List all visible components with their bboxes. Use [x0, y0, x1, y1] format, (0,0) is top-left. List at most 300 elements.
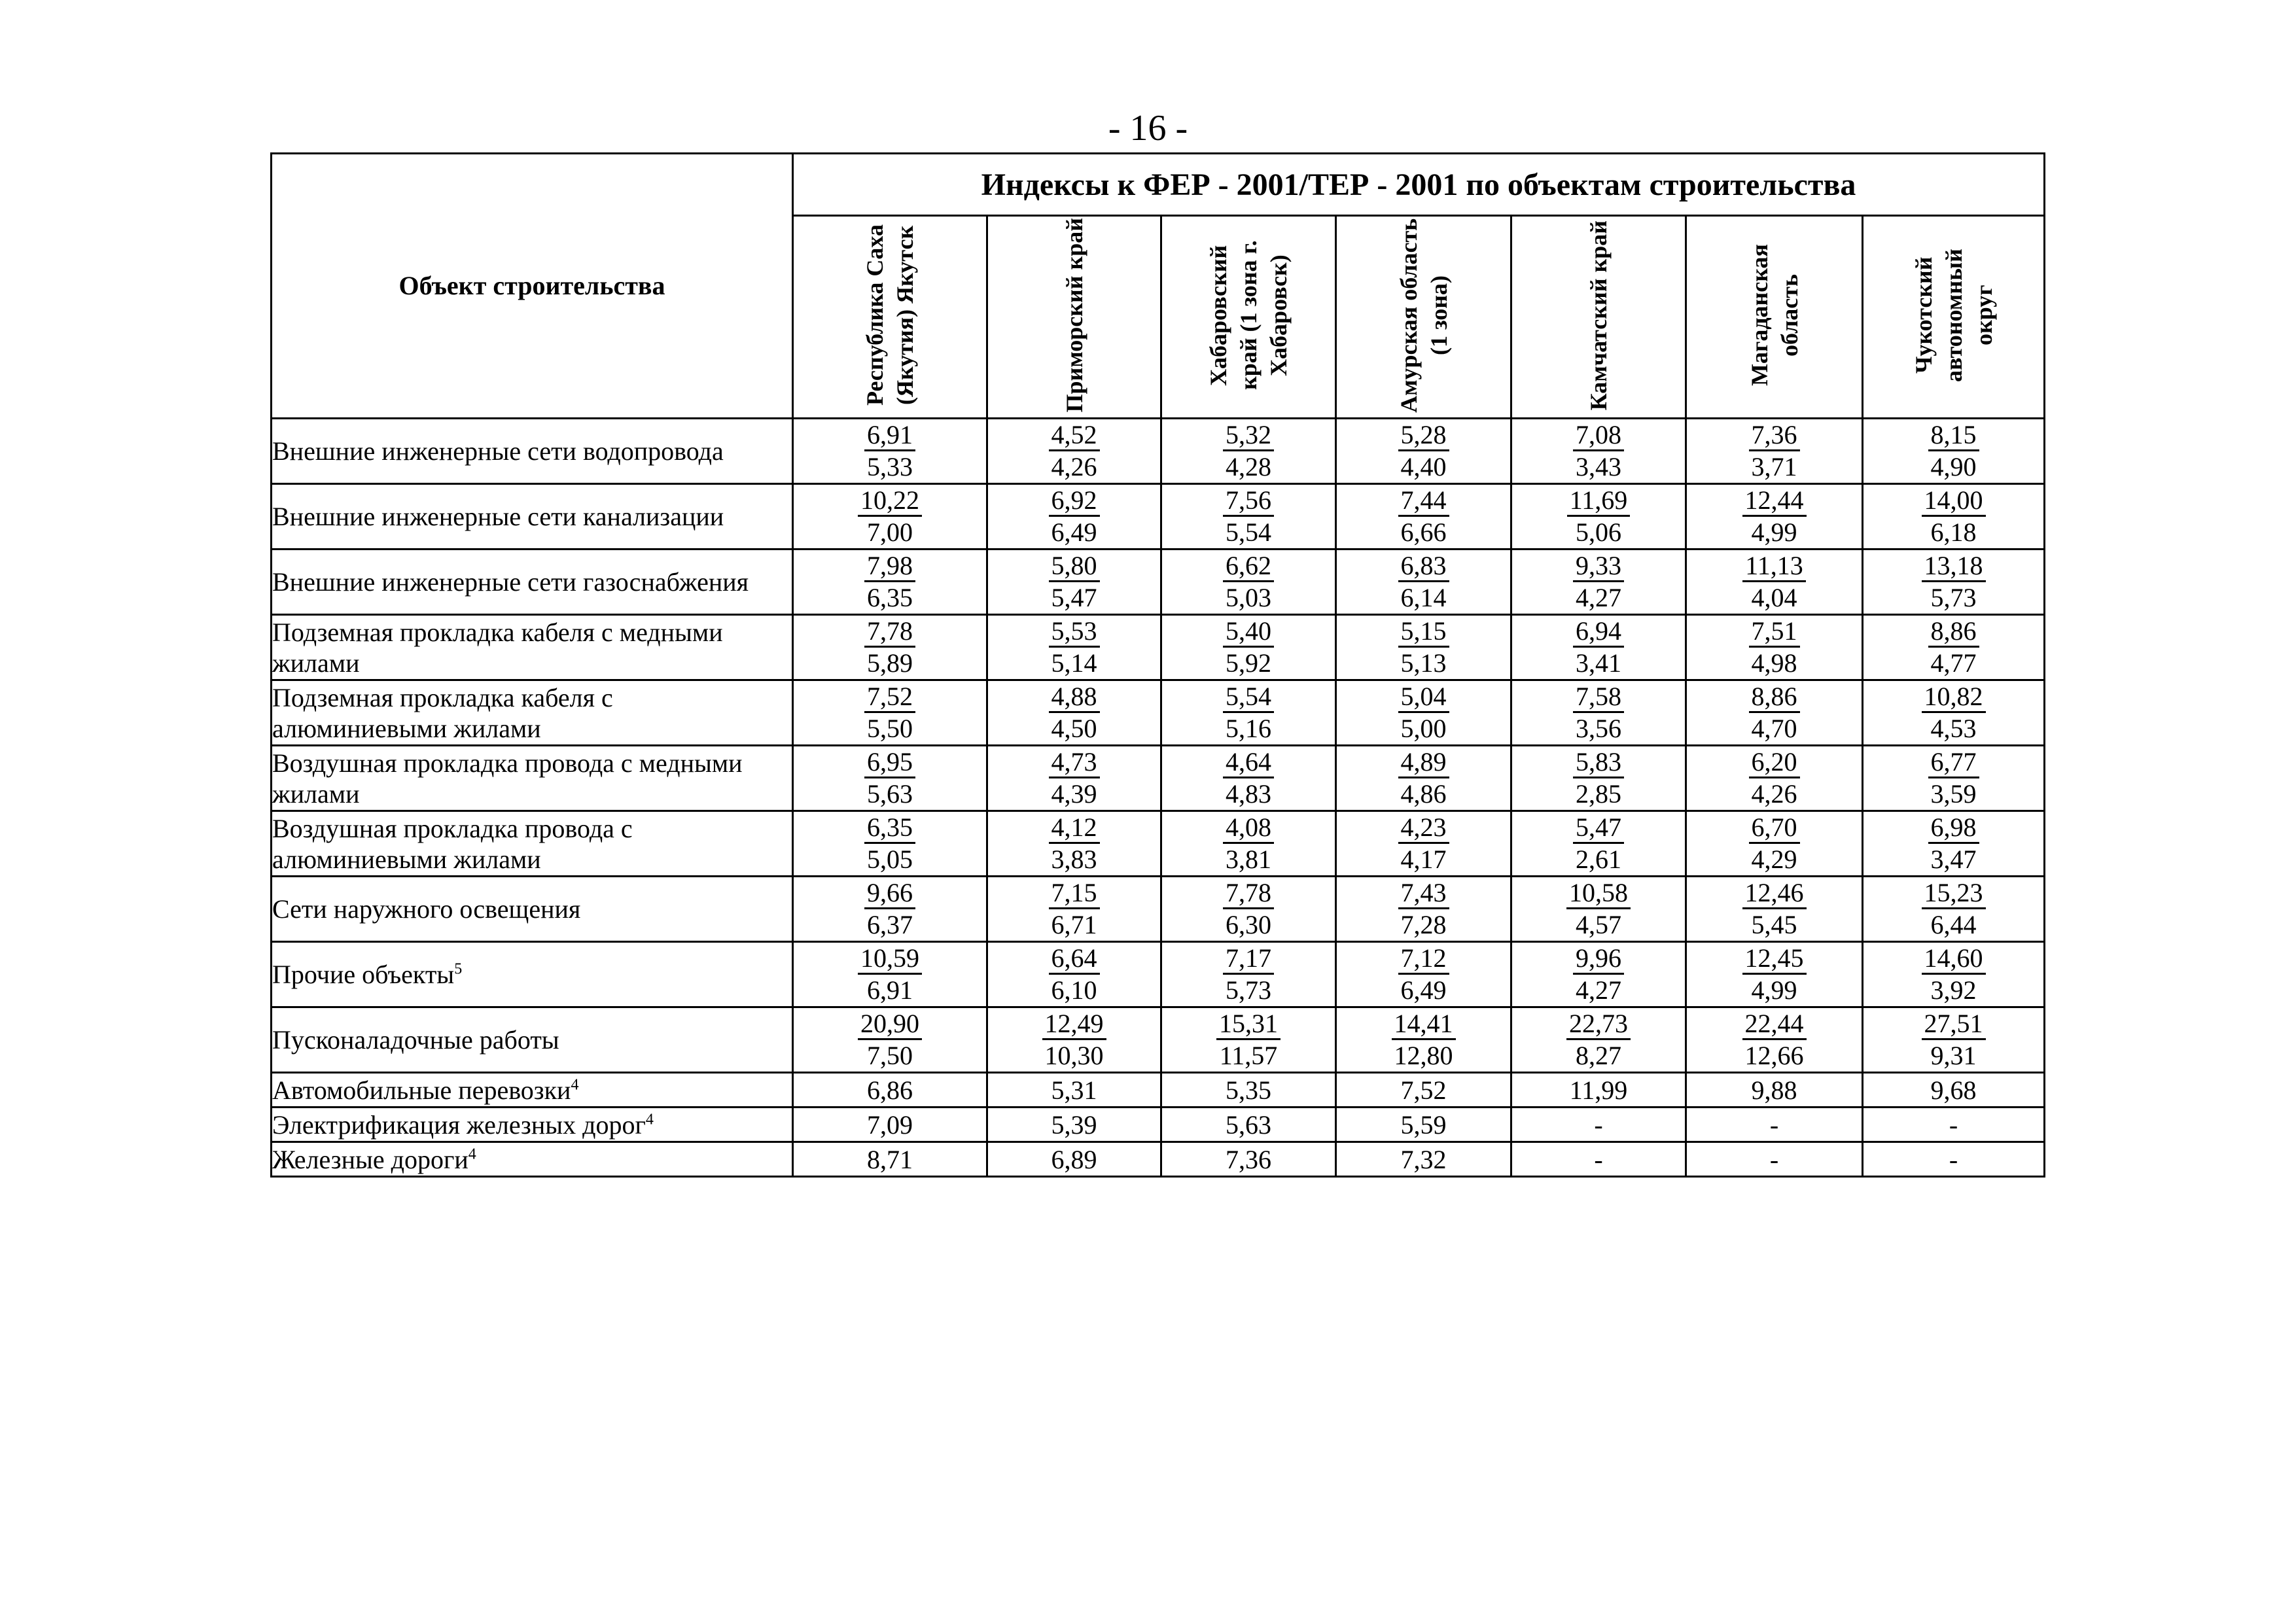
index-denominator: 5,54 — [1226, 517, 1271, 547]
index-cell — [987, 746, 1161, 811]
index-cell — [1511, 811, 1686, 877]
index-value: 5,63 — [1226, 1109, 1271, 1140]
index-numerator: 5,80 — [1049, 551, 1100, 582]
index-fraction — [1049, 486, 1100, 548]
index-value: 6,89 — [1051, 1144, 1097, 1174]
index-fraction — [1567, 486, 1631, 548]
index-denominator: 4,53 — [1930, 713, 1977, 743]
index-fraction — [1922, 682, 1986, 744]
index-cell — [987, 942, 1161, 1007]
index-denominator: 6,10 — [1051, 975, 1097, 1005]
index-numerator: 7,52 — [864, 682, 915, 713]
index-numerator: 10,58 — [1566, 879, 1631, 909]
index-cell — [1336, 484, 1511, 550]
object-name: Подземная прокладка кабеля с медными жилами — [272, 617, 723, 678]
index-numerator: 10,22 — [858, 486, 922, 517]
index-numerator: 11,13 — [1742, 551, 1806, 582]
index-denominator: 7,50 — [867, 1040, 913, 1070]
index-cell — [1686, 680, 1863, 746]
object-name-cell — [272, 615, 793, 680]
index-cell — [1686, 942, 1863, 1007]
index-numerator: 4,73 — [1049, 748, 1100, 778]
index-numerator: 7,58 — [1573, 682, 1624, 713]
index-fraction — [1749, 813, 1800, 875]
index-value: 5,39 — [1051, 1109, 1097, 1140]
index-fraction — [1928, 813, 1979, 875]
index-cell — [1511, 1142, 1686, 1177]
index-fraction — [864, 813, 915, 875]
index-denominator: 5,89 — [867, 648, 913, 678]
index-cell — [1511, 615, 1686, 680]
index-fraction — [1049, 748, 1100, 809]
index-fraction — [1742, 1009, 1807, 1071]
index-cell — [1161, 1073, 1336, 1108]
index-cell — [1161, 877, 1336, 942]
index-numerator: 5,47 — [1573, 813, 1624, 844]
region-header — [1336, 216, 1511, 419]
index-denominator: 3,43 — [1576, 451, 1621, 481]
index-fraction — [1398, 944, 1449, 1005]
index-fraction — [1742, 944, 1807, 1005]
index-fraction — [1223, 944, 1274, 1005]
index-fraction — [1223, 813, 1274, 875]
index-cell — [1686, 615, 1863, 680]
index-numerator: 8,86 — [1749, 682, 1800, 713]
index-denominator: 4,77 — [1930, 648, 1977, 678]
index-cell — [1863, 1108, 2045, 1142]
index-value: 6,86 — [867, 1075, 913, 1105]
index-numerator: 7,15 — [1049, 879, 1100, 909]
index-cell — [1336, 1073, 1511, 1108]
index-numerator: 8,15 — [1928, 421, 1979, 451]
object-name: Железные дороги — [272, 1144, 468, 1174]
region-label: Приморский край — [1061, 218, 1087, 413]
index-fraction — [1573, 551, 1624, 613]
index-cell — [793, 811, 987, 877]
index-cell — [1686, 1073, 1863, 1108]
index-fraction — [1922, 944, 1986, 1005]
index-cell — [1511, 1007, 1686, 1073]
index-numerator: 7,44 — [1398, 486, 1449, 517]
index-cell — [793, 1142, 987, 1177]
index-numerator: 20,90 — [858, 1009, 922, 1040]
index-numerator: 7,98 — [864, 551, 915, 582]
index-numerator: 6,98 — [1928, 813, 1979, 844]
index-fraction — [1049, 813, 1100, 875]
index-cell — [1863, 811, 2045, 877]
region-label: Республика Саха (Якутия) Якутск — [862, 224, 918, 406]
index-numerator: 6,95 — [864, 748, 915, 778]
index-fraction — [1922, 486, 1986, 548]
index-fraction — [1223, 682, 1274, 744]
index-numerator: 11,69 — [1567, 486, 1631, 517]
index-denominator: 4,27 — [1576, 582, 1621, 612]
index-numerator: 7,51 — [1749, 617, 1800, 648]
index-fraction — [1742, 879, 1807, 940]
object-name-cell — [272, 746, 793, 811]
index-numerator: 9,33 — [1573, 551, 1624, 582]
table-row — [272, 942, 2045, 1007]
region-label: Чукотский автономный округ — [1910, 249, 1997, 382]
index-fraction — [1928, 748, 1979, 809]
index-cell — [1863, 680, 2045, 746]
index-fraction — [864, 421, 915, 482]
index-cell — [1336, 419, 1511, 484]
index-fraction — [1049, 617, 1100, 678]
object-name: Внешние инженерные сети канализации — [272, 502, 724, 531]
index-cell — [793, 550, 987, 615]
index-denominator: 4,99 — [1751, 517, 1797, 547]
table-title: Индексы к ФЕР - 2001/ТЕР - 2001 по объектам строительства — [793, 154, 2045, 216]
index-value: 5,35 — [1226, 1075, 1271, 1105]
index-fraction — [1749, 617, 1800, 678]
index-value: - — [1769, 1144, 1779, 1174]
index-cell — [1863, 877, 2045, 942]
table-row — [272, 680, 2045, 746]
index-denominator: 3,81 — [1226, 844, 1271, 874]
index-denominator: 4,50 — [1051, 713, 1097, 743]
index-fraction — [1566, 1009, 1631, 1071]
index-fraction — [1042, 1009, 1106, 1071]
index-value: - — [1594, 1109, 1603, 1140]
index-denominator: 9,31 — [1930, 1040, 1977, 1070]
index-fraction — [864, 682, 915, 744]
index-fraction — [1049, 551, 1100, 613]
table-row — [272, 746, 2045, 811]
footnote-marker: 5 — [454, 960, 463, 978]
index-denominator: 6,37 — [867, 909, 913, 939]
index-fraction — [1922, 879, 1986, 940]
region-header — [1161, 216, 1336, 419]
index-fraction — [1573, 682, 1624, 744]
object-name-cell — [272, 419, 793, 484]
index-numerator: 7,78 — [1223, 879, 1274, 909]
index-denominator: 7,28 — [1400, 909, 1447, 939]
index-value: 7,32 — [1400, 1144, 1447, 1174]
index-fraction — [864, 879, 915, 940]
index-numerator: 6,70 — [1749, 813, 1800, 844]
index-cell — [1511, 680, 1686, 746]
index-cell — [1161, 942, 1336, 1007]
region-label: Хабаровский край (1 зона г. Хабаровск) — [1205, 240, 1292, 391]
index-numerator: 4,52 — [1049, 421, 1100, 451]
object-name: Автомобильные перевозки — [272, 1075, 571, 1105]
index-cell — [1686, 484, 1863, 550]
index-numerator: 5,53 — [1049, 617, 1100, 648]
index-denominator: 5,73 — [1226, 975, 1271, 1005]
index-cell — [1336, 1007, 1511, 1073]
index-numerator: 7,12 — [1398, 944, 1449, 975]
footnote-marker: 4 — [571, 1076, 579, 1094]
index-fraction — [1223, 748, 1274, 809]
object-name-cell — [272, 1108, 793, 1142]
object-name-cell — [272, 550, 793, 615]
region-header — [793, 216, 987, 419]
index-fraction — [1398, 421, 1449, 482]
index-numerator: 6,35 — [864, 813, 915, 844]
index-fraction — [858, 1009, 922, 1071]
index-denominator: 3,56 — [1576, 713, 1621, 743]
index-numerator: 5,40 — [1223, 617, 1274, 648]
index-denominator: 4,99 — [1751, 975, 1797, 1005]
index-numerator: 22,73 — [1566, 1009, 1631, 1040]
index-fraction — [1566, 879, 1631, 940]
index-denominator: 3,47 — [1930, 844, 1977, 874]
index-numerator: 7,36 — [1749, 421, 1800, 451]
index-cell — [987, 680, 1161, 746]
index-numerator: 27,51 — [1922, 1009, 1986, 1040]
index-cell — [1161, 550, 1336, 615]
index-cell — [1686, 419, 1863, 484]
index-fraction — [1223, 551, 1274, 613]
index-value: - — [1594, 1144, 1603, 1174]
index-value: - — [1949, 1109, 1958, 1140]
object-name: Внешние инженерные сети газоснабжения — [272, 567, 749, 597]
index-numerator: 7,43 — [1398, 879, 1449, 909]
index-fraction — [858, 944, 922, 1005]
index-cell — [793, 877, 987, 942]
index-cell — [1336, 811, 1511, 877]
table-row — [272, 811, 2045, 877]
index-table — [270, 152, 2045, 1178]
region-label: Магаданская область — [1746, 244, 1803, 387]
index-fraction — [1749, 682, 1800, 744]
index-numerator: 6,83 — [1398, 551, 1449, 582]
index-fraction — [1928, 421, 1979, 482]
index-cell — [1863, 942, 2045, 1007]
index-cell — [1336, 1108, 1511, 1142]
index-cell — [1686, 746, 1863, 811]
index-numerator: 5,32 — [1223, 421, 1274, 451]
index-fraction — [1573, 944, 1624, 1005]
table-row — [272, 877, 2045, 942]
index-denominator: 5,63 — [867, 778, 913, 809]
index-numerator: 12,44 — [1742, 486, 1807, 517]
table-row — [272, 1108, 2045, 1142]
index-fraction — [1742, 551, 1806, 613]
index-value: 5,31 — [1051, 1075, 1097, 1105]
table-row — [272, 615, 2045, 680]
index-numerator: 4,89 — [1398, 748, 1449, 778]
index-numerator: 5,28 — [1398, 421, 1449, 451]
index-cell — [1336, 680, 1511, 746]
index-cell — [793, 1073, 987, 1108]
index-cell — [1511, 942, 1686, 1007]
index-numerator: 6,62 — [1223, 551, 1274, 582]
index-cell — [1686, 550, 1863, 615]
table-row — [272, 1073, 2045, 1108]
table-row — [272, 550, 2045, 615]
index-cell — [1511, 484, 1686, 550]
footnote-marker: 4 — [468, 1145, 476, 1163]
index-numerator: 6,20 — [1749, 748, 1800, 778]
index-denominator: 3,59 — [1930, 778, 1977, 809]
index-denominator: 4,28 — [1226, 451, 1271, 481]
index-value: - — [1769, 1109, 1779, 1140]
index-denominator: 4,57 — [1576, 909, 1621, 939]
index-denominator: 3,92 — [1930, 975, 1977, 1005]
index-cell — [793, 419, 987, 484]
index-denominator: 4,90 — [1930, 451, 1977, 481]
index-denominator: 6,49 — [1051, 517, 1097, 547]
object-name-cell — [272, 811, 793, 877]
index-denominator: 4,40 — [1400, 451, 1447, 481]
index-fraction — [1398, 748, 1449, 809]
object-name: Прочие объекты — [272, 960, 455, 989]
index-numerator: 6,94 — [1573, 617, 1624, 648]
index-fraction — [1049, 879, 1100, 940]
index-cell — [1336, 746, 1511, 811]
object-name: Подземная прокладка кабеля с алюминиевыми жилами — [272, 682, 613, 743]
index-cell — [987, 419, 1161, 484]
index-denominator: 4,26 — [1751, 778, 1797, 809]
index-numerator: 4,64 — [1223, 748, 1274, 778]
index-numerator: 4,88 — [1049, 682, 1100, 713]
index-cell — [793, 1108, 987, 1142]
index-cell — [1511, 1073, 1686, 1108]
index-denominator: 2,61 — [1576, 844, 1621, 874]
index-cell — [1161, 1142, 1336, 1177]
index-denominator: 3,83 — [1051, 844, 1097, 874]
index-numerator: 13,18 — [1922, 551, 1986, 582]
region-header — [1686, 216, 1863, 419]
index-denominator: 3,71 — [1751, 451, 1797, 481]
index-numerator: 4,12 — [1049, 813, 1100, 844]
index-value: 5,59 — [1400, 1109, 1447, 1140]
index-cell — [987, 615, 1161, 680]
index-denominator: 7,00 — [867, 517, 913, 547]
index-cell — [1161, 419, 1336, 484]
index-denominator: 5,45 — [1751, 909, 1797, 939]
index-denominator: 5,14 — [1051, 648, 1097, 678]
index-denominator: 5,16 — [1226, 713, 1271, 743]
index-numerator: 22,44 — [1742, 1009, 1807, 1040]
index-denominator: 2,85 — [1576, 778, 1621, 809]
index-fraction — [1049, 682, 1100, 744]
index-cell — [1161, 746, 1336, 811]
object-name: Сети наружного освещения — [272, 894, 581, 924]
index-value: 9,68 — [1930, 1075, 1977, 1105]
index-numerator: 7,17 — [1223, 944, 1274, 975]
index-denominator: 4,83 — [1226, 778, 1271, 809]
index-denominator: 4,27 — [1576, 975, 1621, 1005]
index-numerator: 7,08 — [1573, 421, 1624, 451]
index-denominator: 12,66 — [1744, 1040, 1804, 1070]
index-fraction — [1049, 421, 1100, 482]
index-numerator: 10,59 — [858, 944, 922, 975]
index-fraction — [1398, 486, 1449, 548]
index-denominator: 5,73 — [1930, 582, 1977, 612]
index-cell — [1161, 811, 1336, 877]
index-cell — [1686, 877, 1863, 942]
object-name-cell — [272, 1007, 793, 1073]
index-value: 7,52 — [1400, 1075, 1447, 1105]
index-cell — [987, 811, 1161, 877]
region-header — [987, 216, 1161, 419]
region-header — [1511, 216, 1686, 419]
index-denominator: 4,98 — [1751, 648, 1797, 678]
index-value: 8,71 — [867, 1144, 913, 1174]
table-row — [272, 1142, 2045, 1177]
index-cell — [987, 877, 1161, 942]
index-fraction — [1223, 879, 1274, 940]
index-value: 7,36 — [1226, 1144, 1271, 1174]
index-cell — [1863, 484, 2045, 550]
index-denominator: 4,26 — [1051, 451, 1097, 481]
index-numerator: 5,15 — [1398, 617, 1449, 648]
index-fraction — [864, 748, 915, 809]
index-cell — [1511, 419, 1686, 484]
object-name-cell — [272, 484, 793, 550]
index-cell — [1863, 1007, 2045, 1073]
index-cell — [1161, 1108, 1336, 1142]
index-numerator: 10,82 — [1922, 682, 1986, 713]
index-fraction — [1749, 421, 1800, 482]
index-numerator: 12,46 — [1742, 879, 1807, 909]
index-numerator: 6,77 — [1928, 748, 1979, 778]
index-numerator: 4,23 — [1398, 813, 1449, 844]
index-value: 7,09 — [867, 1109, 913, 1140]
index-cell — [1511, 877, 1686, 942]
index-value: 11,99 — [1569, 1075, 1628, 1105]
index-denominator: 5,00 — [1400, 713, 1447, 743]
index-numerator: 6,64 — [1049, 944, 1100, 975]
region-label: Камчатский край — [1585, 220, 1612, 411]
index-denominator: 4,70 — [1751, 713, 1797, 743]
index-cell — [1336, 615, 1511, 680]
index-fraction — [1398, 879, 1449, 940]
index-cell — [1863, 615, 2045, 680]
index-cell — [1863, 1073, 2045, 1108]
index-fraction — [864, 551, 915, 613]
index-fraction — [1398, 617, 1449, 678]
index-numerator: 5,83 — [1573, 748, 1624, 778]
index-numerator: 12,49 — [1042, 1009, 1106, 1040]
index-cell — [987, 1108, 1161, 1142]
index-numerator: 15,31 — [1216, 1009, 1280, 1040]
index-fraction — [1223, 617, 1274, 678]
index-numerator: 6,92 — [1049, 486, 1100, 517]
table-row — [272, 419, 2045, 484]
table-row — [272, 1007, 2045, 1073]
index-denominator: 6,66 — [1400, 517, 1447, 547]
table-row — [272, 484, 2045, 550]
index-numerator: 4,08 — [1223, 813, 1274, 844]
index-denominator: 5,50 — [867, 713, 913, 743]
index-numerator: 6,91 — [864, 421, 915, 451]
index-cell — [793, 680, 987, 746]
index-cell — [1686, 1108, 1863, 1142]
index-denominator: 3,41 — [1576, 648, 1621, 678]
index-denominator: 4,04 — [1751, 582, 1797, 612]
index-numerator: 12,45 — [1742, 944, 1807, 975]
index-cell — [1336, 877, 1511, 942]
index-cell — [1686, 1007, 1863, 1073]
index-cell — [1863, 550, 2045, 615]
index-denominator: 6,18 — [1930, 517, 1977, 547]
index-numerator: 7,78 — [864, 617, 915, 648]
index-denominator: 8,27 — [1576, 1040, 1621, 1070]
index-numerator: 15,23 — [1922, 879, 1986, 909]
index-denominator: 5,05 — [867, 844, 913, 874]
object-name: Внешние инженерные сети водопровода — [272, 436, 724, 466]
index-denominator: 5,33 — [867, 451, 913, 481]
index-fraction — [1216, 1009, 1280, 1071]
object-name-cell — [272, 1142, 793, 1177]
index-denominator: 4,29 — [1751, 844, 1797, 874]
index-denominator: 10,30 — [1044, 1040, 1104, 1070]
index-fraction — [1573, 748, 1624, 809]
